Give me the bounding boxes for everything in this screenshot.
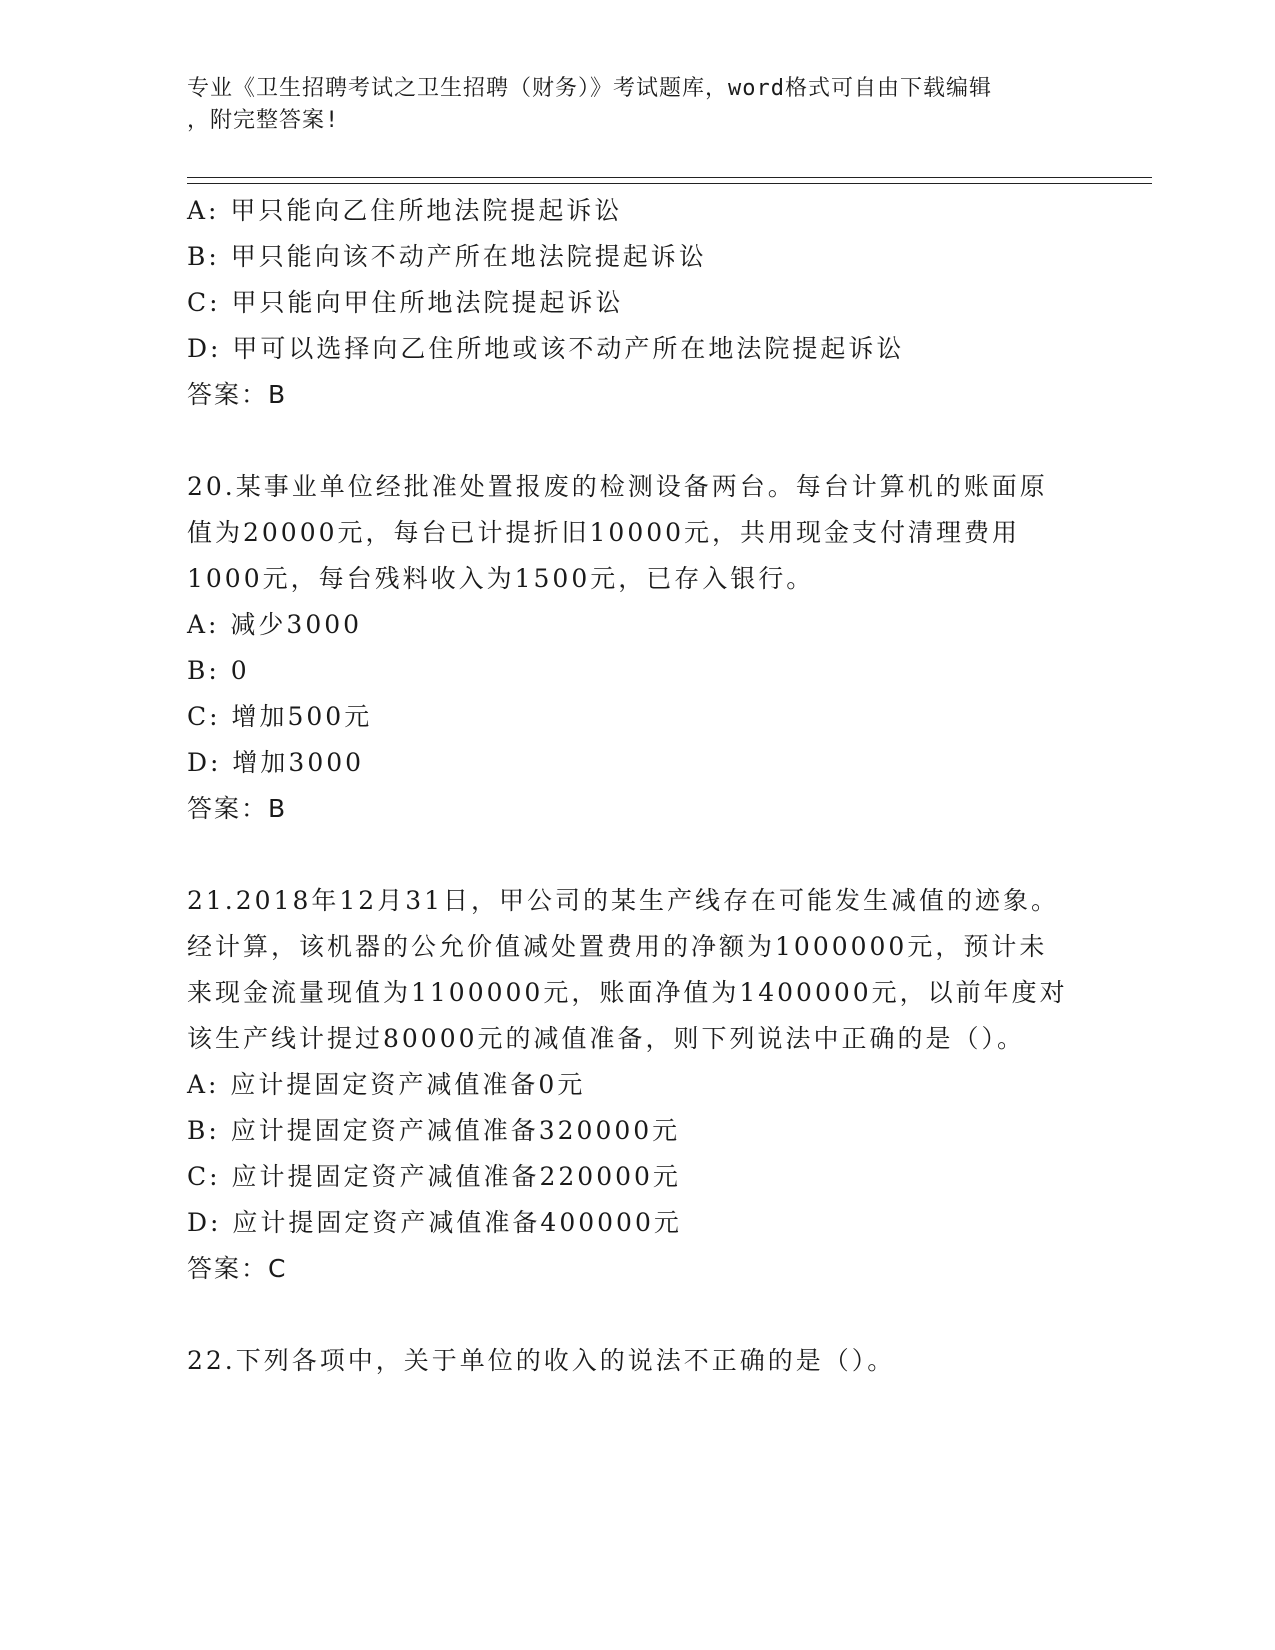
option-d: D: 增加3000: [187, 748, 365, 777]
answer-line: 答案：B: [187, 794, 288, 823]
question-stem-line: 值为20000元，每台已计提折旧10000元，共用现金支付清理费用: [187, 518, 1021, 547]
header-line-2: ，附完整答案!: [187, 108, 340, 133]
spacer: [187, 1292, 1087, 1338]
document-header: [187, 73, 1067, 137]
question-22: [187, 1338, 1087, 1384]
header-divider-bottom: [187, 183, 1152, 184]
question-content: [187, 188, 1087, 1384]
spacer: [187, 418, 1087, 464]
question-20: [187, 464, 1087, 832]
header-line-1: 专业《卫生招聘考试之卫生招聘（财务）》考试题库，word格式可自由下载编辑: [187, 76, 992, 101]
option-b: B: 应计提固定资产减值准备320000元: [187, 1116, 681, 1145]
option-a: A: 应计提固定资产减值准备0元: [187, 1070, 586, 1099]
option-c: C: 增加500元: [187, 702, 373, 731]
option-a: A: 减少3000: [187, 610, 363, 639]
spacer: [187, 832, 1087, 878]
option-a: A: 甲只能向乙住所地法院提起诉讼: [187, 196, 623, 225]
question-stem-line: 来现金流量现值为1100000元，账面净值为1400000元，以前年度对: [187, 978, 1068, 1007]
option-c: C: 甲只能向甲住所地法院提起诉讼: [187, 288, 624, 317]
option-d: D: 甲可以选择向乙住所地或该不动产所在地法院提起诉讼: [187, 334, 905, 363]
question-stem-line: 21.2018年12月31日，甲公司的某生产线存在可能发生减值的迹象。: [187, 886, 1060, 915]
option-b: B: 甲只能向该不动产所在地法院提起诉讼: [187, 242, 707, 271]
question-stem-line: 1000元，每台残料收入为1500元，已存入银行。: [187, 564, 815, 593]
option-d: D: 应计提固定资产减值准备400000元: [187, 1208, 682, 1237]
answer-line: 答案：B: [187, 380, 288, 409]
question-stem-line: 该生产线计提过80000元的减值准备，则下列说法中正确的是（）。: [187, 1024, 1026, 1053]
header-divider-top: [187, 177, 1152, 178]
question-19: [187, 188, 1087, 418]
question-stem-line: 22.下列各项中，关于单位的收入的说法不正确的是（）。: [187, 1346, 896, 1375]
question-stem-line: 经计算，该机器的公允价值减处置费用的净额为1000000元，预计未: [187, 932, 1048, 961]
option-b: B: 0: [187, 656, 250, 685]
option-c: C: 应计提固定资产减值准备220000元: [187, 1162, 681, 1191]
question-21: [187, 878, 1087, 1292]
answer-line: 答案：C: [187, 1254, 288, 1283]
question-stem-line: 20.某事业单位经批准处置报废的检测设备两台。每台计算机的账面原: [187, 472, 1048, 501]
